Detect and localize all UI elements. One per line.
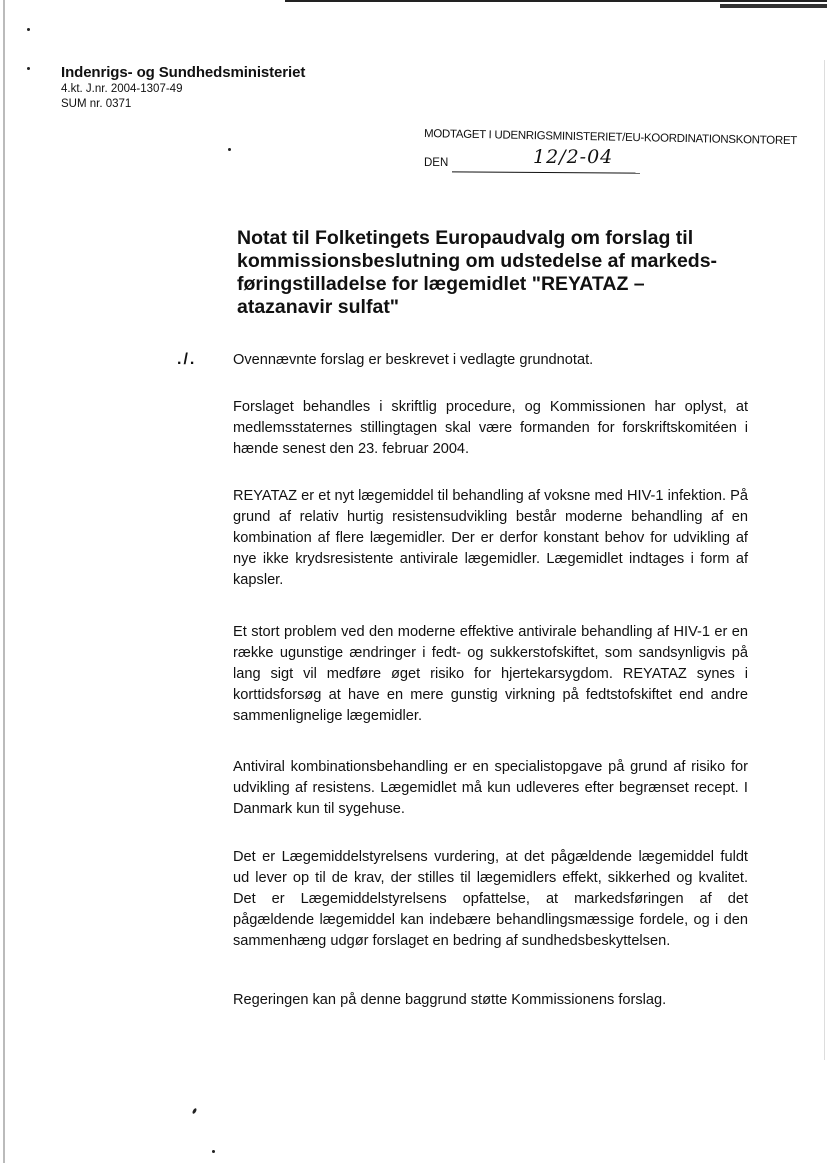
body-paragraph: REYATAZ er et nyt lægemiddel til behandling af voksne med HIV-1 infektion. På grund af relativ hurtig resistensudvikling består moderne behandling af en kombination af flere lægemidler. Der er derfor konstant behov for udvikling af nye ikke krydsresistente antivirale lægemidler. Lægemidlet indtages i form af kapsler. bbox=[233, 488, 748, 588]
scan-edge-right bbox=[824, 60, 825, 1060]
document-title: Notat til Folketingets Europaudvalg om forslag til kommissionsbeslutning om udstedelse af markeds-føringstilladelse for lægemidlet "REYATAZ – atazanavir sulfat" bbox=[237, 227, 718, 318]
body-paragraph: Regeringen kan på denne baggrund støtte Kommissionens forslag. bbox=[233, 992, 667, 1008]
enclosure-marker: ./. bbox=[177, 351, 197, 368]
body-paragraph: Et stort problem ved den moderne effektive antivirale behandling af HIV-1 er en række ugunstige ændringer i fedt- og sukkerstofskiftet, som sandsynligvis på lang sigt vil medføre øget risiko for hjertekarsygdom. REYATAZ synes i korttidsforsøg at have en mere gunstig virkning på fedtstofskiftet end andre sammenlignelige lægemidler. bbox=[233, 624, 748, 724]
scan-speck bbox=[27, 28, 30, 31]
body-paragraph: Ovennævnte forslag er beskrevet i vedlagte grundnotat. bbox=[233, 352, 594, 368]
stamp-date-label: DEN bbox=[424, 157, 449, 169]
scan-line bbox=[720, 4, 827, 8]
scan-edge-left bbox=[3, 0, 5, 1163]
sum-number: SUM nr. 0371 bbox=[61, 98, 132, 110]
body-paragraph: Forslaget behandles i skriftlig procedure, og Kommissionen har oplyst, at medlemsstaternes stillingtagen skal være formanden for forskriftskomitéen i hænde senest den 23. februar 2004. bbox=[233, 399, 748, 457]
scan-speck bbox=[192, 1108, 198, 1115]
scan-line bbox=[285, 0, 827, 2]
scan-speck bbox=[212, 1150, 215, 1153]
scan-edge-top bbox=[0, 0, 827, 14]
stamp-date-line bbox=[452, 171, 640, 173]
scan-speck bbox=[27, 67, 30, 70]
body-paragraph: Antiviral kombinationsbehandling er en specialistopgave på grund af risiko for udvikling af resistens. Lægemidlet må kun udleveres efter begrænset recept. I Danmark kun til sygehuse. bbox=[233, 759, 748, 817]
received-stamp: MODTAGET I UDENRIGSMINISTERIET/EU-KOORDINATIONSKONTORET bbox=[423, 128, 798, 148]
scan-speck bbox=[228, 148, 231, 151]
journal-number: 4.kt. J.nr. 2004-1307-49 bbox=[61, 83, 183, 95]
ministry-name: Indenrigs- og Sundhedsministeriet bbox=[61, 64, 306, 81]
handwritten-date: 12/2-04 bbox=[533, 146, 614, 168]
body-paragraph: Det er Lægemiddelstyrelsens vurdering, at det pågældende lægemiddel fuldt ud lever op til de krav, der stilles til lægemidlers effekt, sikkerhed og kvalitet. Det er Lægemiddelstyrelsens opfattelse, at markedsføringen af det pågældende lægemiddel kan indebære behandlingsmæssige fordele, og i den sammenhæng udgør forslaget en bedring af sundhedsbeskyttelsen. bbox=[233, 849, 748, 949]
